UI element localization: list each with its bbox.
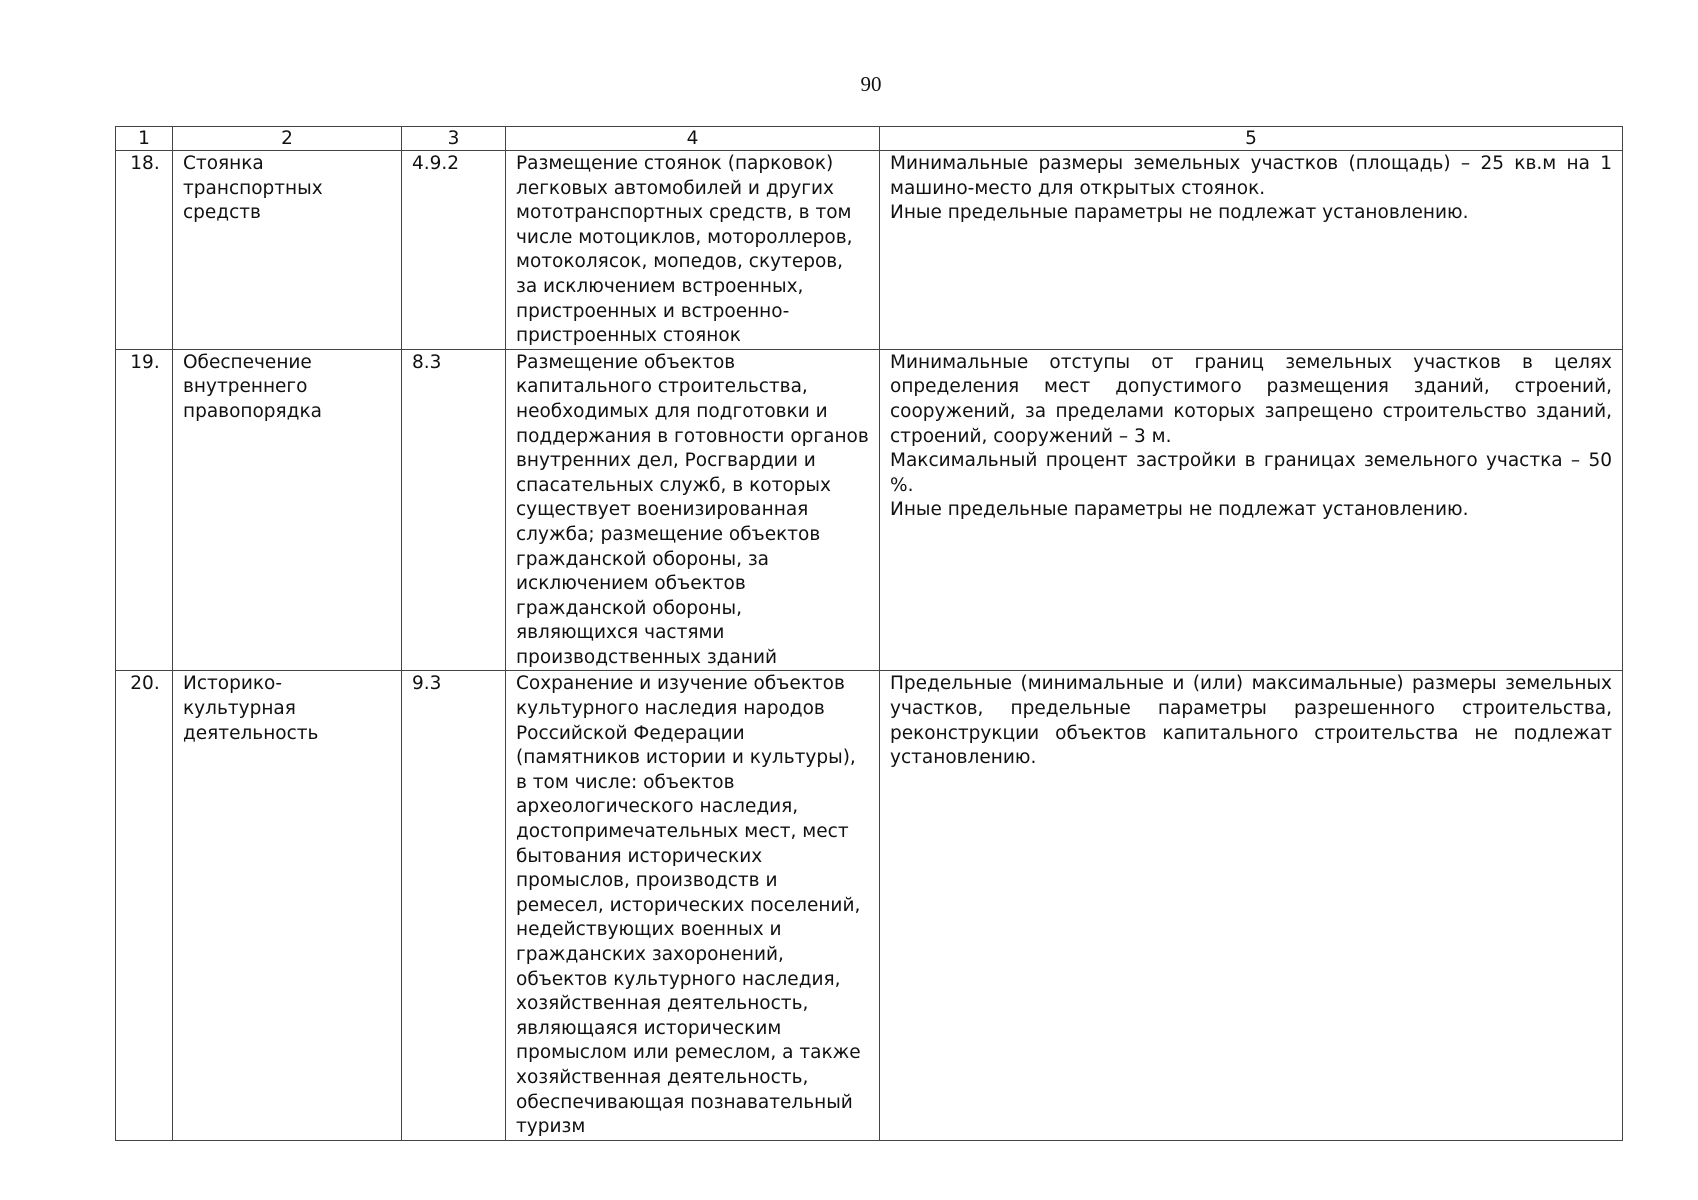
parameter-text: Предельные (минимальные и (или) максимальные) размеры земельных участков, предельные параметры разрешенного строительства, реконструкции объектов капитального строительства не подлежат установлению. bbox=[890, 673, 1612, 769]
column-header-4: 4 bbox=[506, 127, 880, 151]
column-header-5: 5 bbox=[880, 127, 1623, 151]
land-use-name: Обеспечение внутреннего правопорядка bbox=[173, 349, 402, 671]
land-use-parameters bbox=[880, 671, 1623, 1140]
row-number: 18. bbox=[116, 151, 173, 350]
land-use-name: Стоянка транспортных средств bbox=[173, 151, 402, 350]
row-number: 20. bbox=[116, 671, 173, 1140]
row-number: 19. bbox=[116, 349, 173, 671]
table-row bbox=[116, 349, 1623, 671]
land-use-regulations-table bbox=[115, 126, 1623, 1141]
table-row bbox=[116, 151, 1623, 350]
land-use-description: Сохранение и изучение объектов культурного наследия народов Российской Федерации (памятников истории и культуры), в том числе: объектов археологического наследия, достопримечательных мест, мест бытования исторических промыслов, производств и ремесел, исторических поселений, недействующих военных и гражданских захоронений, объектов культурного наследия, хозяйственная деятельность, являющаяся историческим промыслом или ремеслом, а также хозяйственная деятельность, обеспечивающая познавательный туризм bbox=[506, 671, 880, 1140]
table-header-row bbox=[116, 127, 1623, 151]
column-header-3: 3 bbox=[402, 127, 506, 151]
land-use-description: Размещение стоянок (парковок) легковых автомобилей и других мототранспортных средств, в том числе мотоциклов, мотороллеров, мотоколясок, мопедов, скутеров, за исключением встроенных, пристроенных и встроенно-пристроенных стоянок bbox=[506, 151, 880, 350]
parameter-text: Иные предельные параметры не подлежат установлению. bbox=[890, 499, 1469, 521]
table-row bbox=[116, 671, 1623, 1140]
column-header-1: 1 bbox=[116, 127, 173, 151]
land-use-code: 9.3 bbox=[402, 671, 506, 1140]
parameter-text: Иные предельные параметры не подлежат установлению. bbox=[890, 202, 1469, 224]
land-use-parameters bbox=[880, 151, 1623, 350]
land-use-description: Размещение объектов капитального строительства, необходимых для подготовки и поддержания в готовности органов внутренних дел, Росгвардии и спасательных служб, в которых существует военизированная служба; размещение объектов гражданской обороны, за исключением объектов гражданской обороны, являющихся частями производственных зданий bbox=[506, 349, 880, 671]
parameter-text: Минимальные отступы от границ земельных участков в целях определения мест допустимого размещения зданий, строений, сооружений, за пределами которых запрещено строительство зданий, строений, сооружений – 3 м. bbox=[890, 351, 1612, 447]
land-use-code: 4.9.2 bbox=[402, 151, 506, 350]
land-use-parameters bbox=[880, 349, 1623, 671]
land-use-code: 8.3 bbox=[402, 349, 506, 671]
page-number: 90 bbox=[860, 72, 882, 96]
land-use-name: Историко-культурная деятельность bbox=[173, 671, 402, 1140]
column-header-2: 2 bbox=[173, 127, 402, 151]
parameter-text: Максимальный процент застройки в границах земельного участка – 50 %. bbox=[890, 450, 1612, 496]
parameter-text: Минимальные размеры земельных участков (площадь) – 25 кв.м на 1 машино-место для открытых стоянок. bbox=[890, 153, 1612, 199]
